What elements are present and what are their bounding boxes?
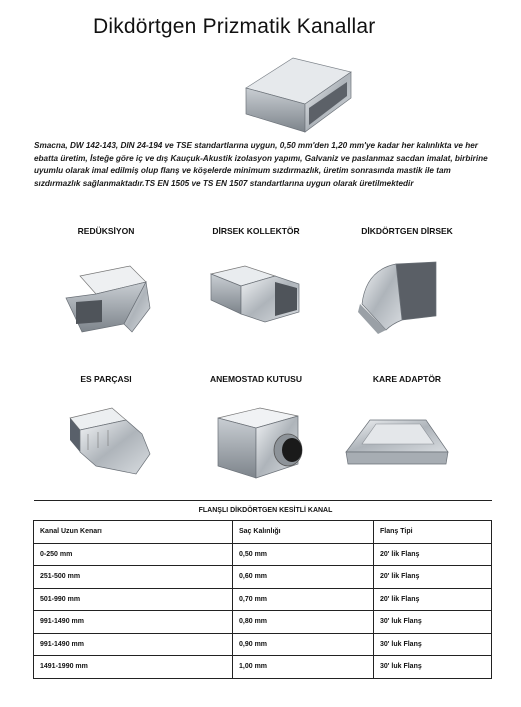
table-row <box>34 633 492 656</box>
table-row <box>34 543 492 566</box>
cell-kenar: 0-250 mm <box>34 543 233 566</box>
page-title: Dikdörtgen Prizmatik Kanallar <box>93 15 376 38</box>
cell-flans: 30' luk Flanş <box>374 633 492 656</box>
header-flans-tipi: Flanş Tipi <box>374 521 492 544</box>
table-row <box>34 566 492 589</box>
cell-kalinlik: 1,00 mm <box>233 656 374 679</box>
cell-flans: 30' luk Flanş <box>374 656 492 679</box>
cell-kenar: 251-500 mm <box>34 566 233 589</box>
header-kanal-uzun-kenari: Kanal Uzun Kenarı <box>34 521 233 544</box>
flansli-kanal-table <box>33 500 492 679</box>
intro-paragraph: Smacna, DW 142-143, DIN 24-194 ve TSE standartlarına uygun, 0,50 mm'den 1,20 mm'ye kadar her kalınlıkta ve her ebatta üretim, İsteğe göre iç ve dış Kauçuk-Akustik izolasyon yapımı, Galvaniz ve paslanmaz sacdan imalat, birbirine uyumlu olarak imal edilmiş olup flanş ve köşelerde minimum sızdırmazlık, üretim sonrasında mastik ile tam sızdırmazlık sağlanmaktadır.TS EN 1505 ve TS EN 1507 standartlarına uygun olarak üretilmektedir <box>34 141 488 188</box>
dikdortgen-dirsek-image <box>356 260 444 336</box>
cell-kalinlik: 0,70 mm <box>233 588 374 611</box>
caption-es-parcasi: ES PARÇASI <box>80 374 132 384</box>
caption-dikdortgen-dirsek: DİKDÖRTGEN DİRSEK <box>361 226 453 236</box>
caption-kare-adaptor: KARE ADAPTÖR <box>372 374 442 384</box>
cell-kenar: 1491-1990 mm <box>34 656 233 679</box>
caption-anemostad-kutusu: ANEMOSTAD KUTUSU <box>210 374 302 384</box>
anemostad-kutusu-image <box>212 404 304 482</box>
cell-kenar: 991-1490 mm <box>34 633 233 656</box>
caption-reduksiyon: REDÜKSİYON <box>77 226 135 236</box>
cell-kalinlik: 0,50 mm <box>233 543 374 566</box>
table-row <box>34 588 492 611</box>
cell-kalinlik: 0,90 mm <box>233 633 374 656</box>
cell-kenar: 501-990 mm <box>34 588 233 611</box>
table-header-row <box>34 521 492 544</box>
cell-kalinlik: 0,80 mm <box>233 611 374 634</box>
reduksiyon-image <box>62 262 154 338</box>
dirsek-kollektor-image <box>205 264 305 326</box>
table-row <box>34 656 492 679</box>
es-parcasi-image <box>66 404 154 476</box>
cell-kalinlik: 0,60 mm <box>233 566 374 589</box>
header-sac-kalinligi: Saç Kalınlığı <box>233 521 374 544</box>
cell-flans: 20' lik Flanş <box>374 588 492 611</box>
table-title: FLANŞLI DİKDÖRTGEN KESİTLİ KANAL <box>34 501 492 521</box>
rectangular-duct-image <box>243 50 355 134</box>
cell-flans: 20' lik Flanş <box>374 543 492 566</box>
kare-adaptor-image <box>342 414 452 470</box>
cell-flans: 30' luk Flanş <box>374 611 492 634</box>
cell-flans: 20' lik Flanş <box>374 566 492 589</box>
cell-kenar: 991-1490 mm <box>34 611 233 634</box>
caption-dirsek-kollektor: DİRSEK KOLLEKTÖR <box>212 226 300 236</box>
table-row <box>34 611 492 634</box>
